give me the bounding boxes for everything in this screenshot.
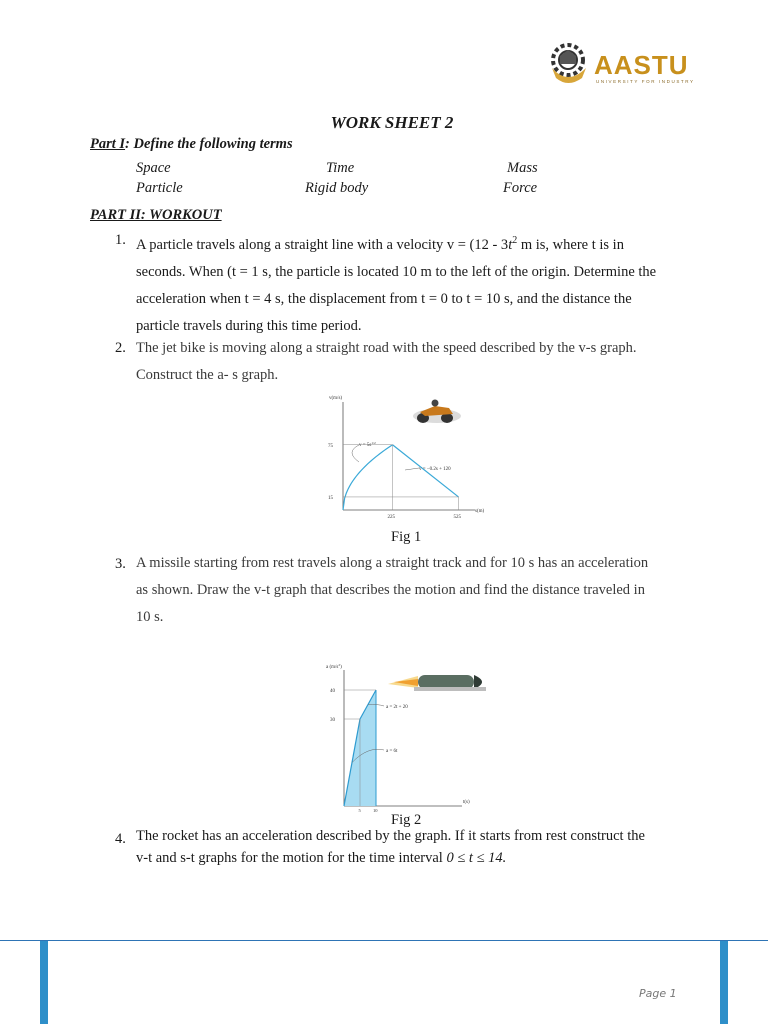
fig1-xtick-225: 225 bbox=[387, 515, 395, 520]
problem-1-text bbox=[136, 227, 681, 340]
problem-3-line-3: 10 s. bbox=[136, 609, 164, 625]
fig1-ytick-15: 15 bbox=[328, 495, 333, 501]
part1-label: Part I bbox=[90, 136, 126, 152]
problem-2-number: 2. bbox=[115, 340, 126, 356]
problem-4-line-2-text: v-t and s-t graphs for the motion for the time interval bbox=[136, 850, 447, 866]
problem-1-exponent: 2 bbox=[512, 235, 518, 246]
worksheet-title: WORK SHEET 2 bbox=[330, 113, 454, 132]
fig1-eq-left: $v = 5s^{1/2}$ bbox=[359, 441, 376, 448]
rocket-image bbox=[388, 675, 486, 691]
fig1-series-sqrt bbox=[343, 445, 393, 510]
problem-1-line-1-text: A particle travels along a straight line with a velocity v = (12 - 3 bbox=[136, 236, 509, 253]
problem-1-var: t bbox=[508, 236, 513, 253]
part1-instruction: : Define the following terms bbox=[125, 136, 293, 152]
term-time: Time bbox=[326, 160, 355, 176]
problem-4-number: 4. bbox=[115, 831, 126, 847]
footer-left-bar bbox=[40, 941, 48, 1024]
term-particle: Particle bbox=[136, 180, 183, 196]
fig1-xlabel: s(m) bbox=[475, 509, 485, 514]
problem-1-line-1-end: m is, where t is in bbox=[517, 236, 624, 253]
problem-1-number: 1. bbox=[115, 232, 126, 248]
jet-bike-image bbox=[413, 400, 461, 424]
problem-4-line-1: The rocket has an acceleration described by the graph. If it starts from rest construct the bbox=[136, 828, 645, 844]
problem-2-line-1: The jet bike is moving along a straight road with the speed described by the v-s graph. bbox=[136, 340, 637, 356]
fig2-xlabel: t(s) bbox=[463, 800, 470, 805]
fig2-ytick-30: 30 bbox=[330, 718, 335, 723]
part1-heading bbox=[90, 136, 293, 153]
problem-1-line-2: seconds. When (t = 1 s, the particle is located 10 m to the left of the origin. Determine the bbox=[136, 263, 657, 280]
fig2-chart bbox=[322, 660, 492, 812]
term-mass: Mass bbox=[507, 160, 538, 176]
gear-emblem-icon bbox=[546, 38, 594, 90]
problem-4-line-2 bbox=[136, 847, 681, 869]
page-number: Page 1 bbox=[639, 987, 677, 1000]
problem-3-number: 3. bbox=[115, 556, 126, 572]
problem-2-text bbox=[136, 335, 681, 389]
term-force: Force bbox=[503, 180, 538, 196]
logo-name: AASTU bbox=[594, 50, 689, 80]
problem-4-text bbox=[136, 825, 681, 869]
problem-4-math: 0 ≤ t ≤ 14. bbox=[446, 850, 507, 866]
term-space: Space bbox=[136, 160, 171, 176]
fig2-ylabel: a $(m/s^2)$ bbox=[326, 663, 342, 670]
logo-tagline: UNIVERSITY FOR INDUSTRY bbox=[596, 79, 695, 84]
figure-1 bbox=[325, 390, 495, 522]
fig2-eq-mid: a = 6t bbox=[386, 749, 398, 754]
fig1-pointer-right bbox=[405, 468, 419, 470]
fig1-xtick-525: 525 bbox=[453, 515, 461, 520]
problem-3-line-1: A missile starting from rest travels along a straight track and for 10 s has an acceleration bbox=[136, 555, 649, 571]
fig2-xtick-10: 10 bbox=[373, 808, 378, 812]
footer-right-bar bbox=[720, 941, 728, 1024]
fig1-ytick-75: 75 bbox=[328, 443, 333, 449]
fig2-eq-top: a = 2t + 20 bbox=[386, 705, 408, 710]
fig1-chart bbox=[325, 390, 495, 522]
problem-1-line-3: acceleration when t = 4 s, the displacement from t = 0 to t = 10 s, and the distance the bbox=[136, 290, 632, 307]
problem-1-line-4: particle travels during this time period. bbox=[136, 317, 362, 334]
part2-heading: PART II: WORKOUT bbox=[90, 207, 222, 223]
figure-2 bbox=[322, 660, 492, 812]
fig1-caption: Fig 1 bbox=[391, 529, 422, 545]
problem-2-line-2: Construct the a- s graph. bbox=[136, 367, 279, 383]
fig1-ylabel: v(m/s) bbox=[329, 396, 343, 401]
problem-3-line-2: as shown. Draw the v-t graph that describes the motion and find the distance traveled in bbox=[136, 582, 645, 598]
fig2-xtick-5: 5 bbox=[358, 808, 361, 812]
footer-divider bbox=[0, 940, 768, 941]
problem-3-text bbox=[136, 550, 681, 631]
fig1-eq-right: v = −0.2s + 120 bbox=[419, 467, 451, 472]
term-rigid-body: Rigid body bbox=[305, 180, 369, 196]
fig2-caption: Fig 2 bbox=[391, 812, 422, 828]
fig2-ytick-40: 40 bbox=[330, 689, 335, 694]
problem-1-line-1 bbox=[136, 227, 681, 259]
fig1-pointer-left bbox=[352, 445, 359, 462]
